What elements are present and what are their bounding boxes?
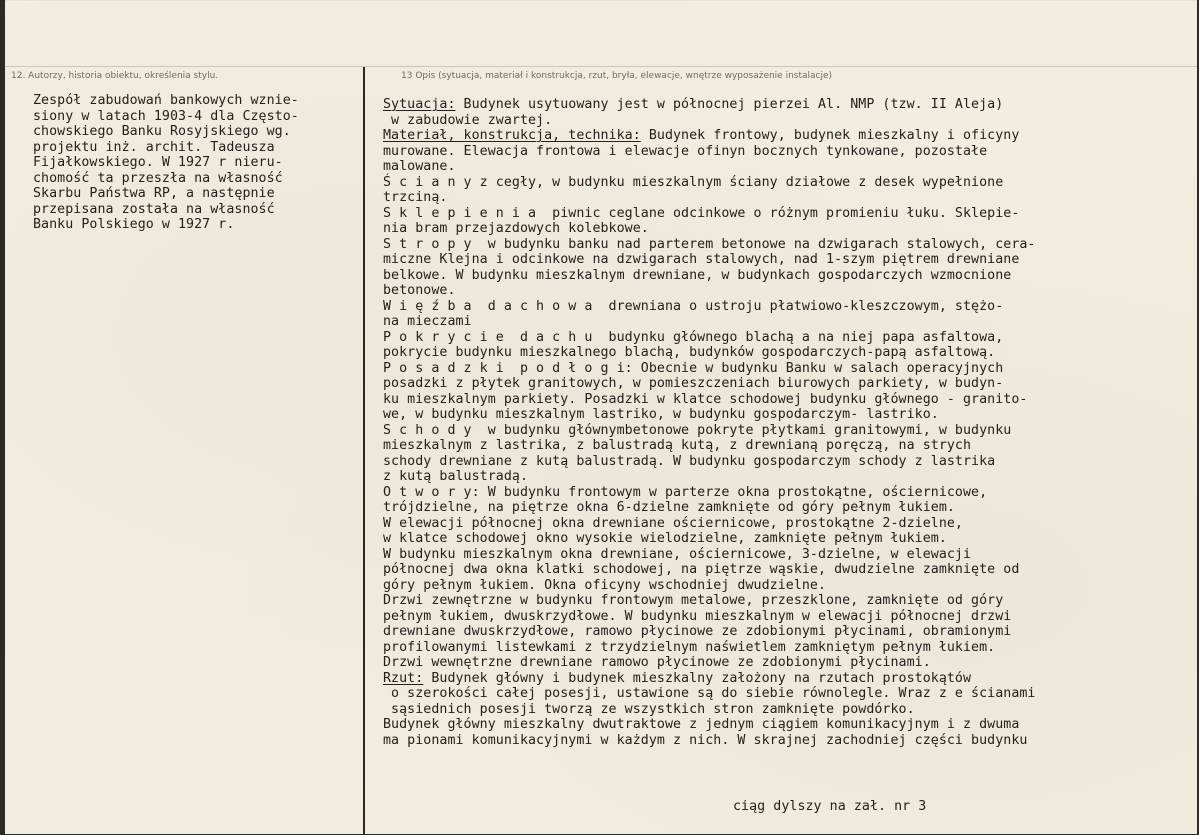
- heading-material: Materiał, konstrukcja, technika:: [383, 128, 641, 143]
- field-12-text: Zespół zabudowań bankowych wznie- siony w latach 1903-4 dla Często- chowskiego Banku Rosyjskiego wg. projektu inż. archit. Tadeusza Fijałkowskiego. W 1927 r nieru- chomość ta przeszła na własność Skarbu Państwa RP, a następnie przepisana została na własność Banku Polskiego w 1927 r.: [33, 93, 299, 232]
- inventory-card: [5, 0, 1197, 834]
- sytuacja-text: Budynek usytuowany jest w północnej pierzei Al. NMP (tzw. II Aleja): [455, 97, 1004, 112]
- heading-sytuacja: Sytuacja:: [383, 97, 456, 112]
- material-text: Budynek frontowy, budynek mieszkalny i oficyny: [640, 128, 1020, 143]
- heading-rzut: Rzut:: [383, 670, 424, 686]
- header-rule: [5, 66, 1197, 67]
- column-divider: [363, 67, 365, 834]
- description-body: murowane. Elewacja frontowa i elewacje ofinyn bocznych tynkowane, pozostałe malowane. Ś c i a n y z cegły, w budynku mieszkalnym ściany działowe z desek wypełnione trzciną. S k l e p i e n i a piwnic ceglane odcinkowe o różnym promieniu łuku. Sklepie- nia bram przejazdowych kolebkowe. S t r o p y w budynku banku nad parterem betonowe na dzwigarach stalowych, cera- miczne Klejna i odcinkowe na dzwigarach stalowych, nad 1-szym piętrem drewniane belkowe. W budynku mieszkalnym drewniane, w budynkach gospodarczych wzmocnione betonowe. W i ę ź b a d a c h o w a drewniana o ustroju płatwiowo-kleszczowym, stężo- na mieczami P o k r y c i e d a c h u budynku głównego blachą a na niej papa asfaltowa, pokrycie budynku mieszkalnego blachą, budynków gospodarczych-papą asfaltową. P o s a d z k i p o d ł o g i: Obecnie w budynku Banku w salach operacyjnych posadzki z płytek granitowych, w pomieszczeniach biurowych parkiety, w budyn- ku mieszkalnym parkiety. Posadzki w klatce schodowej budynku głównego - granito- we, w budynku mieszkalnym lastriko, w budynku gospodarczym- lastriko. S c h o d y w budynku głównymbetonowe pokryte płytkami granitowymi, w budynku mieszkalnym z lastrika, z balustradą kutą, z drewnianą poręczą, na strych schody drewniane z kutą balustradą. W budynku gospodarczym schody z lastrika z kutą balustradą. O t w o r y: W budynku frontowym w parterze okna prostokątne, ościernicowe, trójdzielne, na piętrze okna 6-dzielne zamknięte od góry pełnym łukiem. W elewacji północnej okna drewniane ościernicowe, prostokątne 2-dzielne, w klatce schodowej okno wysokie wielodzielne, zamknięte pełnym łukiem. W budynku mieszkalnym okna drewniane, ościernicowe, 3-dzielne, w elewacji północnej dwa okna klatki schodowej, na piętrze wąskie, dwudzielne zamknięte od góry pełnym łukiem. Okna oficyny wschodniej dwudzielne. Drzwi zewnętrzne w budynku frontowym metalowe, przeszklone, zamknięte od góry pełnym łukiem, dwuskrzydłowe. W budynku mieszkalnym w elewacji północnej drzwi drewniane dwuskrzydłowe, ramowo płycinowe ze zdobionymi płycinami, obramionymi profilowanymi listewkami z trzydzielnym naświetlem zamkniętym pełnym łukiem. Drzwi wewnętrzne drewniane ramowo płycinowe ze zdobionymi płycinami.: [383, 143, 1036, 670]
- rzut-text: Budynek główny i budynek mieszkalny założony na rzutach prostokątów: [423, 670, 972, 686]
- sytuacja-text-cont: w zabudowie zwartej.: [383, 112, 553, 128]
- rzut-body: o szerokości całej posesji, ustawione są do siebie równolegle. Wraz z e ścianami sąsiednich posesji tworzą ze wszystkich stron zamknięte powdórko. Budynek główny mieszkalny dwutraktowe z jednym ciągiem komunikacyjnym i z dwuma ma pionami komunikacyjnymi w każdym z nich. W skrajnej zachodniej części budynku: [383, 686, 1036, 748]
- field-13-label: 13 Opis (sytuacja, materiał i konstrukcja, rzut, bryła, elewacje, wnętrze wyposażenie instalacje): [401, 71, 833, 81]
- field-13-text: [383, 97, 1036, 748]
- field-12-label: 12. Autorzy, historia obiektu, określenia stylu.: [11, 71, 219, 81]
- continuation-note: ciąg dylszy na zał. nr 3: [733, 799, 927, 814]
